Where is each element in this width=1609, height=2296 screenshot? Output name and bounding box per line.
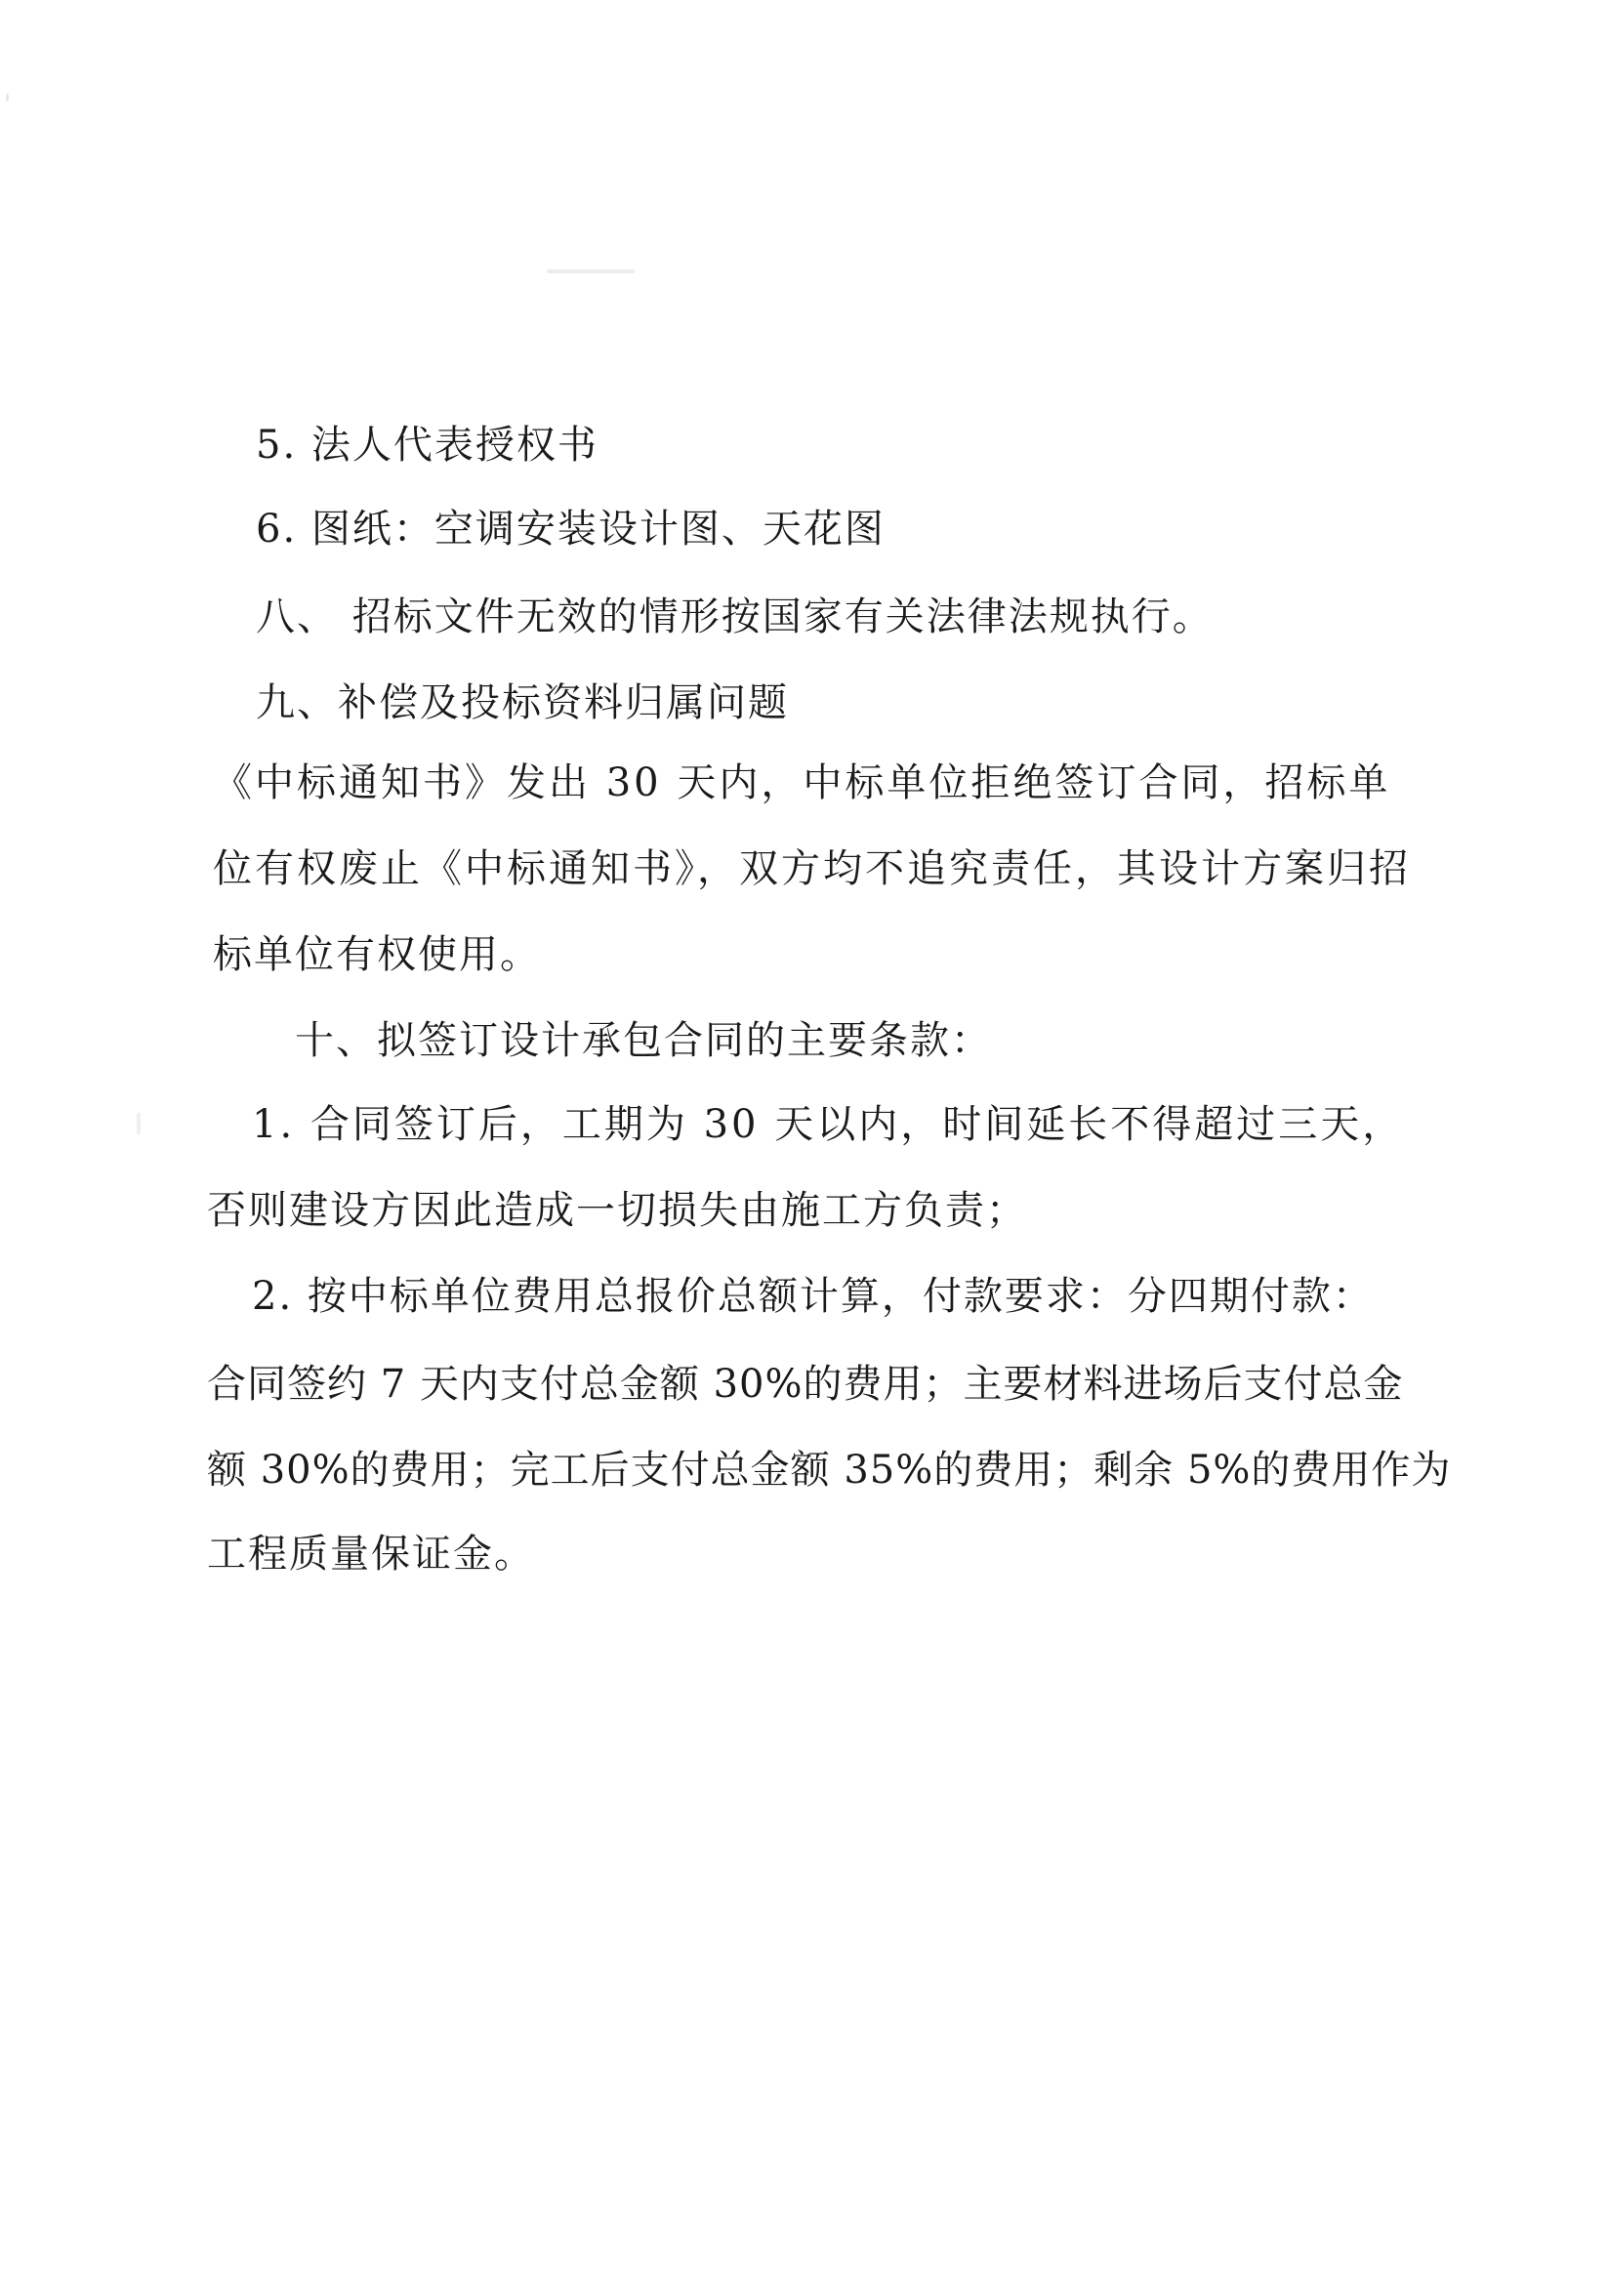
scan-speck [6,94,9,102]
section-9-paragraph-line-1: 《中标通知书》发出 30 天内，中标单位拒绝签订合同，招标单 [213,760,1391,805]
clause-1-line-1: 1. 合同签订后，工期为 30 天以内，时间延长不得超过三天， [252,1102,1405,1147]
section-10-heading: 十、拟签订设计承包合同的主要条款： [295,1018,992,1063]
scan-speck [547,269,635,273]
section-9-paragraph-line-2: 位有权废止《中标通知书》，双方均不追究责任，其设计方案归招 [213,846,1411,891]
section-9-paragraph-line-3: 标单位有权使用。 [213,932,541,977]
attachment-item-5: 5. 法人代表授权书 [256,423,598,468]
clause-2-line-1: 2. 按中标单位费用总报价总额计算，付款要求：分四期付款： [252,1274,1374,1319]
clause-2-line-4: 工程质量保证金。 [207,1532,535,1577]
scan-speck [137,1113,141,1134]
attachment-item-6: 6. 图纸：空调安装设计图、天花图 [256,507,886,552]
section-9-heading: 九、补偿及投标资料归属问题 [256,680,789,725]
section-8-heading: 八、 招标文件无效的情形按国家有关法律法规执行。 [256,594,1214,639]
clause-1-line-2: 否则建设方因此造成一切损失由施工方负责； [207,1188,1027,1233]
clause-2-line-3: 额 30%的费用；完工后支付总金额 35%的费用；剩余 5%的费用作为 [207,1448,1452,1493]
clause-2-line-2: 合同签约 7 天内支付总金额 30%的费用；主要材料进场后支付总金 [207,1362,1404,1407]
